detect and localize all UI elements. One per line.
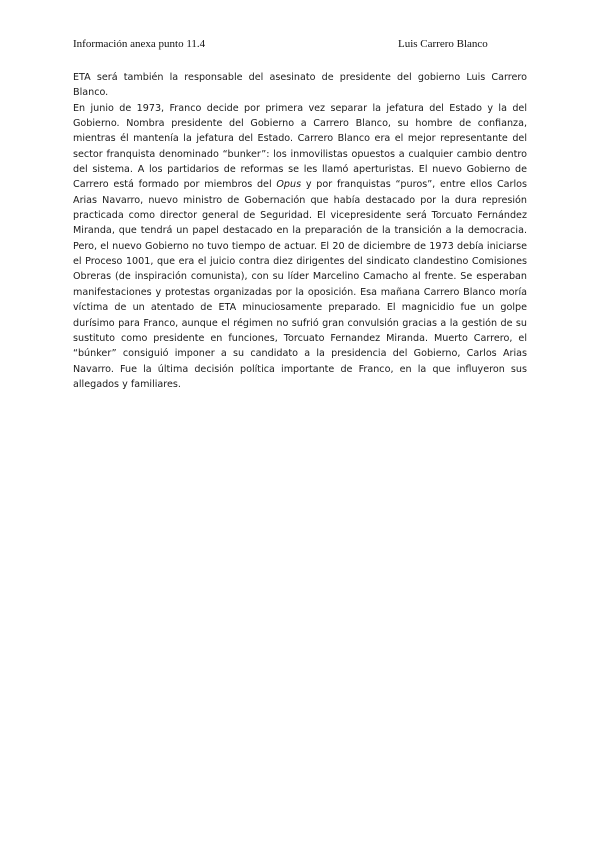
- opus-term: Opus: [276, 179, 302, 191]
- document-body: [73, 70, 527, 392]
- paragraph-text-part-1: En junio de 1973, Franco decide por primera vez separar la jefatura del Estado y la del Gobierno. Nombra presidente del Gobierno a Carrero Blanco, su hombre de confianza, mientras él mantenía la jefatura del Estado. Carrero Blanco era el mejor representante del sector franquista denominado “bunker”: los inmovilistas opuestos a cualquier cambio dentro del sistema. A los partidarios de reformas se les llamó aperturistas. El nuevo Gobierno de Carrero está formado por miembros del: [73, 102, 527, 191]
- page-header: [73, 38, 527, 54]
- header-section-title: Información anexa punto 11.4: [73, 38, 206, 50]
- header-topic-name: Luis Carrero Blanco: [398, 38, 488, 50]
- paragraph-eta: ETA será también la responsable del asesinato de presidente del gobierno Luis Carrero Blanco.: [73, 72, 527, 99]
- paragraph-carrero-government: [73, 101, 527, 393]
- paragraph-text-part-2: y por franquistas “puros”, entre ellos Carlos Arias Navarro, nuevo ministro de Gobernación que había destacado por la dura represión practicada como director general de Seguridad. El vicepresidente será Torcuato Fernández Miranda, que tendrá un papel destacado en la preparación de la transición a la democracia. Pero, el nuevo Gobierno no tuvo tiempo de actuar. El 20 de diciembre de 1973 debía iniciarse el Proceso 1001, que era el juicio contra diez dirigentes del sindicato clandestino Comisiones Obreras (de inspiración comunista), con su líder Marcelino Camacho al frente. Se esperaban manifestaciones y protestas organizadas por la oposición. Esa mañana Carrero Blanco moría víctima de un atentado de ETA minuciosamente preparado. El magnicidio fue un golpe durísimo para Franco, aunque el régimen no sufrió gran convulsión gracias a la gestión de su sustituto como presidente en funciones, Torcuato Fernandez Miranda. Muerto Carrero, el “búnker” consiguió imponer a su candidato a la presidencia del Gobierno, Carlos Arias Navarro. Fue la última decisión política importante de Franco, en la que influyeron sus allegados y familiares.: [73, 179, 528, 390]
